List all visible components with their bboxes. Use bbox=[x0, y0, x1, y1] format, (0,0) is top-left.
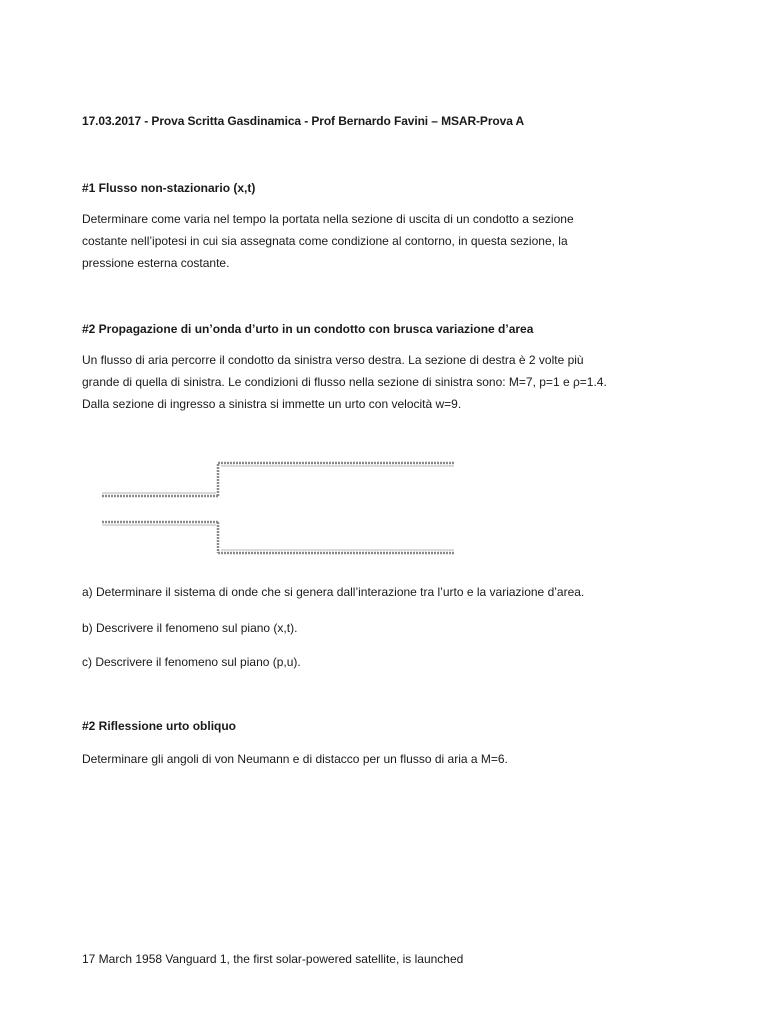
question-a: a) Determinare il sistema di onde che si genera dall’interazione tra l’urto e la variazione d’area. bbox=[82, 585, 585, 599]
section2-line: grande di quella di sinistra. Le condizioni di flusso nella sezione di sinistra sono: M=7, p=1 e ρ=1.4. bbox=[82, 375, 607, 389]
section2-line: Dalla sezione di ingresso a sinistra si immette un urto con velocità w=9. bbox=[82, 397, 462, 411]
section2-text bbox=[82, 349, 682, 415]
question-b: b) Descrivere il fenomeno sul piano (x,t). bbox=[82, 621, 298, 635]
question-c: c) Descrivere il fenomeno sul piano (p,u). bbox=[82, 655, 301, 669]
section1-line: Determinare come varia nel tempo la portata nella sezione di uscita di un condotto a sezione bbox=[82, 212, 574, 226]
section1-line: costante nell’ipotesi in cui sia assegnata come condizione al contorno, in questa sezione, la bbox=[82, 234, 568, 248]
section2-heading: #2 Propagazione di un’onda d’urto in un condotto con brusca variazione d’area bbox=[82, 322, 534, 336]
duct-area-change-diagram bbox=[100, 455, 460, 560]
section1-text bbox=[82, 208, 682, 274]
section3-heading: #2 Riflessione urto obliquo bbox=[82, 719, 237, 733]
section3-text: Determinare gli angoli di von Neumann e di distacco per un flusso di aria a M=6. bbox=[82, 752, 508, 766]
section1-line: pressione esterna costante. bbox=[82, 256, 230, 270]
section2-line: Un flusso di aria percorre il condotto da sinistra verso destra. La sezione di destra è 2 volte più bbox=[82, 353, 584, 367]
footer-note: 17 March 1958 Vanguard 1, the first solar-powered satellite, is launched bbox=[82, 952, 464, 966]
exam-title: 17.03.2017 - Prova Scritta Gasdinamica - Prof Bernardo Favini – MSAR-Prova A bbox=[82, 114, 525, 128]
section1-heading: #1 Flusso non-stazionario (x,t) bbox=[82, 181, 256, 195]
